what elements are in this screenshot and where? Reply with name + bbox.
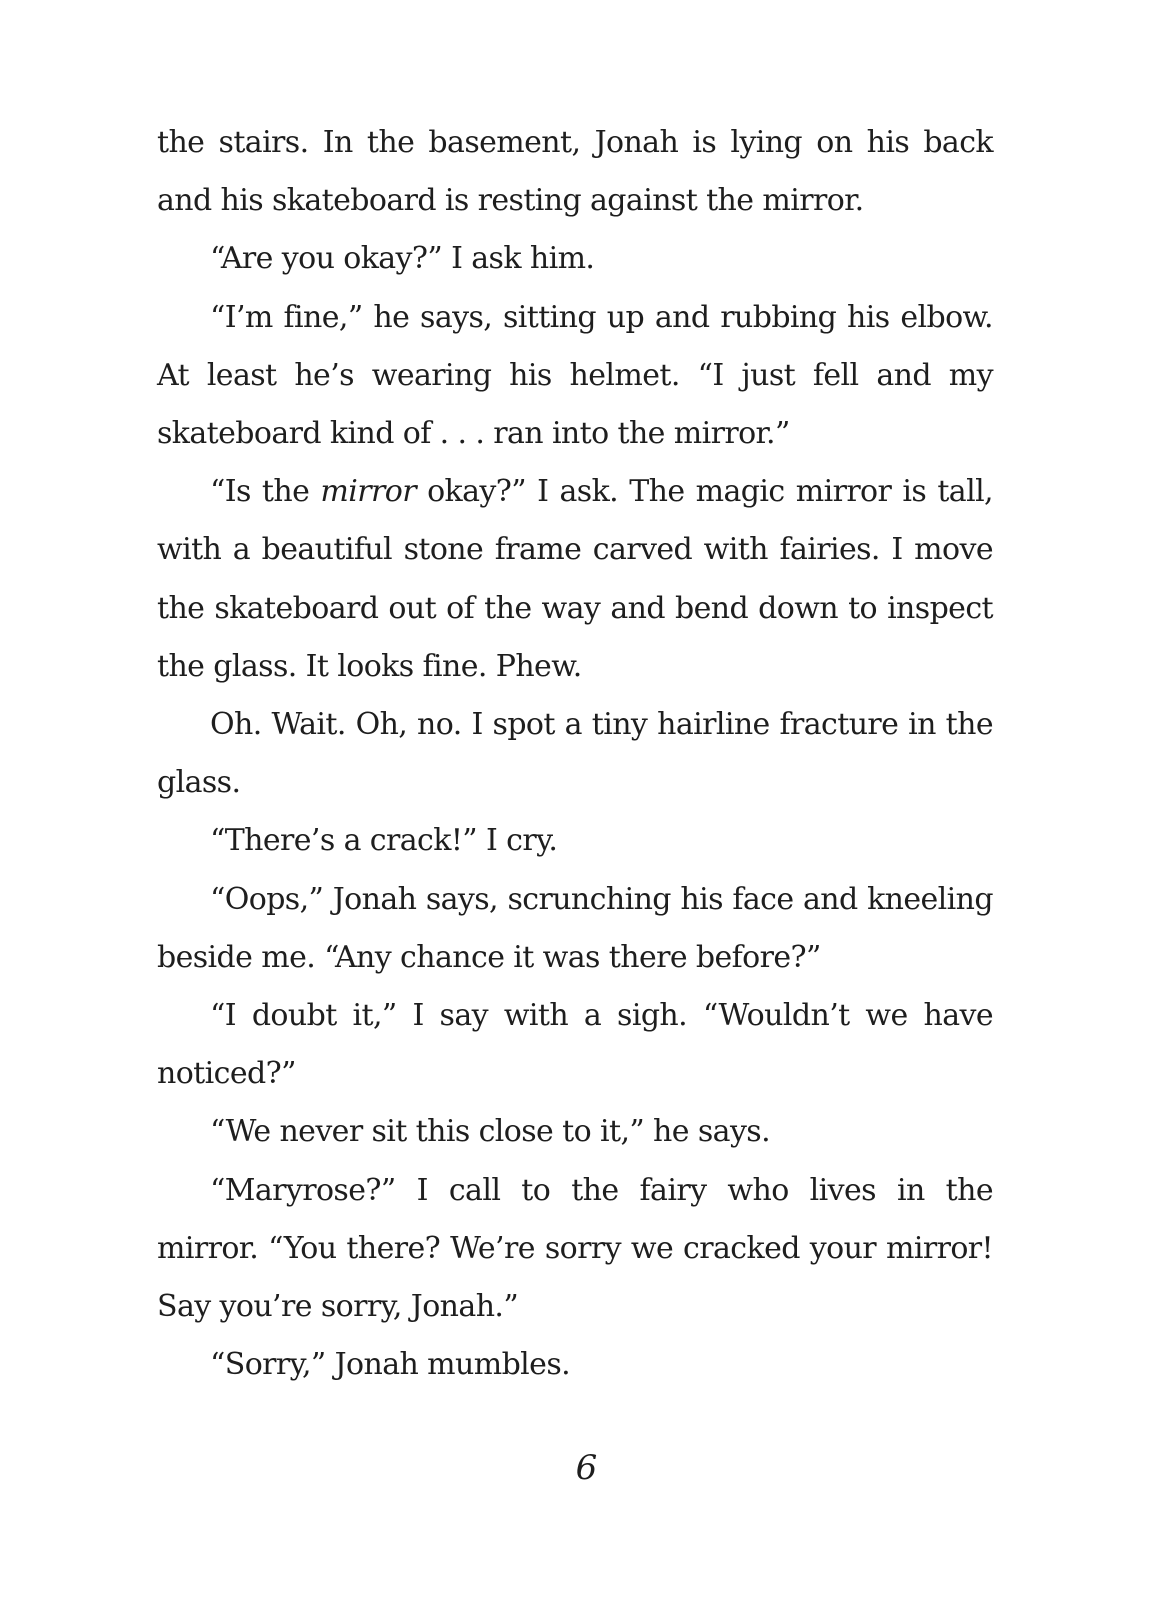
paragraph — [157, 987, 993, 1103]
body-text — [157, 114, 993, 1394]
paragraph — [157, 230, 993, 288]
text-run: “Are you okay?” I ask him. — [210, 241, 595, 277]
text-run: “Is the — [210, 474, 321, 510]
text-run: “Maryrose?” I call to the fairy who lives in the mirror. “You there? We’re sorry we cracked your mirror! Say you’re sorry, Jonah.” — [157, 1172, 993, 1325]
paragraph — [157, 1336, 993, 1394]
paragraph — [157, 463, 993, 696]
paragraph — [157, 289, 993, 464]
paragraph — [157, 871, 993, 987]
text-run: “I doubt it,” I say with a sigh. “Wouldn’t we have noticed?” — [157, 998, 993, 1092]
text-run: okay?” I ask. The magic mirror is tall, with a beautiful stone frame carved with fairies. I move the skateboard out of the way and bend down to inspect the glass. It looks fine. Phew. — [157, 474, 993, 684]
text-run: “Oops,” Jonah says, scrunching his face and kneeling beside me. “Any chance it was there before?” — [157, 881, 993, 975]
italic-text: mirror — [320, 474, 416, 510]
page-number: 6 — [575, 1448, 598, 1488]
paragraph — [157, 812, 993, 870]
text-run: “We never sit this close to it,” he says. — [210, 1114, 771, 1150]
paragraph — [157, 114, 993, 230]
paragraph — [157, 696, 993, 812]
text-run: “Sorry,” Jonah mumbles. — [210, 1347, 571, 1383]
text-run: “There’s a crack!” I cry. — [210, 823, 558, 859]
text-run: “I’m fine,” he says, sitting up and rubbing his elbow. At least he’s wearing his helmet. “I just fell and my skateboard kind of . . . ran into the mirror.” — [157, 299, 993, 452]
text-run: the stairs. In the basement, Jonah is lying on his back and his skateboard is resting against the mirror. — [157, 125, 993, 219]
text-run: Oh. Wait. Oh, no. I spot a tiny hairline fracture in the glass. — [157, 707, 993, 801]
paragraph — [157, 1103, 993, 1161]
paragraph — [157, 1162, 993, 1337]
